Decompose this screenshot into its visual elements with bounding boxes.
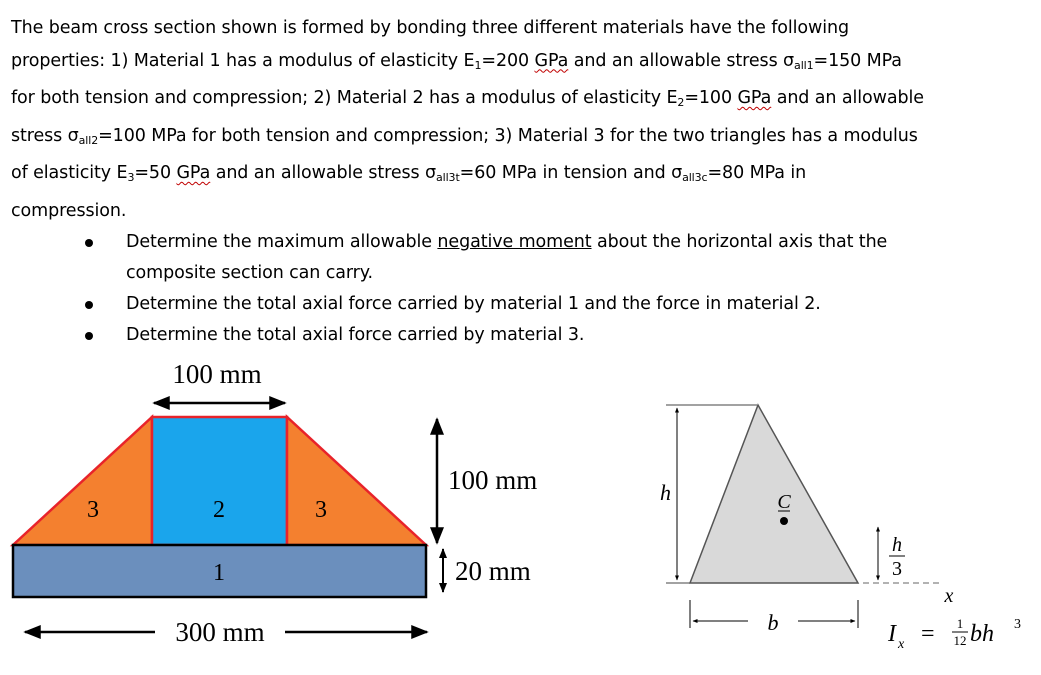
problem-text-run: =60 MPa in tension and σ xyxy=(459,163,683,183)
label-material-3-left: 3 xyxy=(87,497,99,523)
subscript: 3 xyxy=(127,171,135,184)
problem-text-run: and an allowable xyxy=(771,88,924,108)
problem-text-run: and an allowable stress σ xyxy=(210,163,436,183)
question-text: composite section can carry. xyxy=(126,263,374,283)
ix-rhs: bh xyxy=(970,621,994,647)
material-2-center-block xyxy=(152,417,287,545)
subscript: all3t xyxy=(436,171,460,184)
subscript: all1 xyxy=(794,58,814,72)
material-3-left-triangle xyxy=(13,417,152,545)
ref-height-label: h xyxy=(660,480,671,505)
ix-frac-numerator: 1 xyxy=(956,616,964,631)
label-material-2: 2 xyxy=(213,497,225,523)
ref-centroid-label: C xyxy=(777,491,791,513)
problem-text-run: and an allowable stress σ xyxy=(568,50,795,71)
subscript: all2 xyxy=(78,133,99,147)
reference-triangle-diagram xyxy=(660,405,1021,652)
problem-text-run: of elasticity E xyxy=(11,163,128,183)
question-text: Determine the maximum allowable xyxy=(126,232,438,252)
question-text: Determine the total axial force carried by material 1 and the force in material 2. xyxy=(126,294,821,314)
problem-text-run: =80 MPa in xyxy=(707,163,807,183)
ix-frac-denominator: 12 xyxy=(953,633,967,648)
dim-bottom-width-label: 300 mm xyxy=(175,617,265,647)
subscript: all3c xyxy=(682,171,708,184)
problem-line: compression. xyxy=(11,200,127,221)
material-3-right-triangle xyxy=(287,417,426,545)
ref-hthird-denominator: 3 xyxy=(892,558,902,580)
label-material-3-right: 3 xyxy=(315,497,327,523)
spellcheck-underlined-word: GPa xyxy=(176,163,211,183)
problem-line: properties: 1) Material 1 has a modulus of elasticity E xyxy=(11,50,475,71)
ix-subscript: x xyxy=(898,637,905,652)
question-text: about the horizontal axis that the xyxy=(591,232,888,252)
ix-equals: = xyxy=(921,621,935,647)
question-text: Determine the total axial force carried by material 3. xyxy=(126,325,585,345)
ref-hthird-numerator: h xyxy=(892,534,902,556)
subscript: 2 xyxy=(677,96,685,109)
spellcheck-underlined-word: GPa xyxy=(737,88,772,108)
problem-line: The beam cross section shown is formed by bonding three different materials have the following xyxy=(11,18,849,38)
problem-text-run: =100 xyxy=(684,88,738,108)
dim-flange-height-label: 20 mm xyxy=(455,556,531,586)
spellcheck-underlined-word: GPa xyxy=(534,50,569,71)
problem-text-run: =50 xyxy=(134,163,177,183)
problem-text-run: =150 MPa xyxy=(813,50,902,71)
underlined-term: negative moment xyxy=(437,232,592,252)
dim-upper-height-label: 100 mm xyxy=(448,465,538,495)
problem-text-run: stress σ xyxy=(11,125,79,146)
dim-top-width-label: 100 mm xyxy=(172,359,262,389)
ix-exponent: 3 xyxy=(1014,617,1021,632)
subscript: 1 xyxy=(474,58,482,72)
problem-text-run: =200 xyxy=(481,50,535,71)
ref-x-axis-label: x xyxy=(944,585,954,607)
ix-lhs: I xyxy=(888,621,896,647)
problem-text-run: =100 MPa for both tension and compression; 3) Material 3 for the two triangles has a modulus xyxy=(98,125,918,146)
ref-centroid-dot xyxy=(780,517,788,525)
label-material-1: 1 xyxy=(213,560,225,586)
ref-triangle xyxy=(690,405,858,583)
problem-text-run: for both tension and compression; 2) Material 2 has a modulus of elasticity E xyxy=(11,88,678,108)
ref-base-label: b xyxy=(767,610,779,635)
